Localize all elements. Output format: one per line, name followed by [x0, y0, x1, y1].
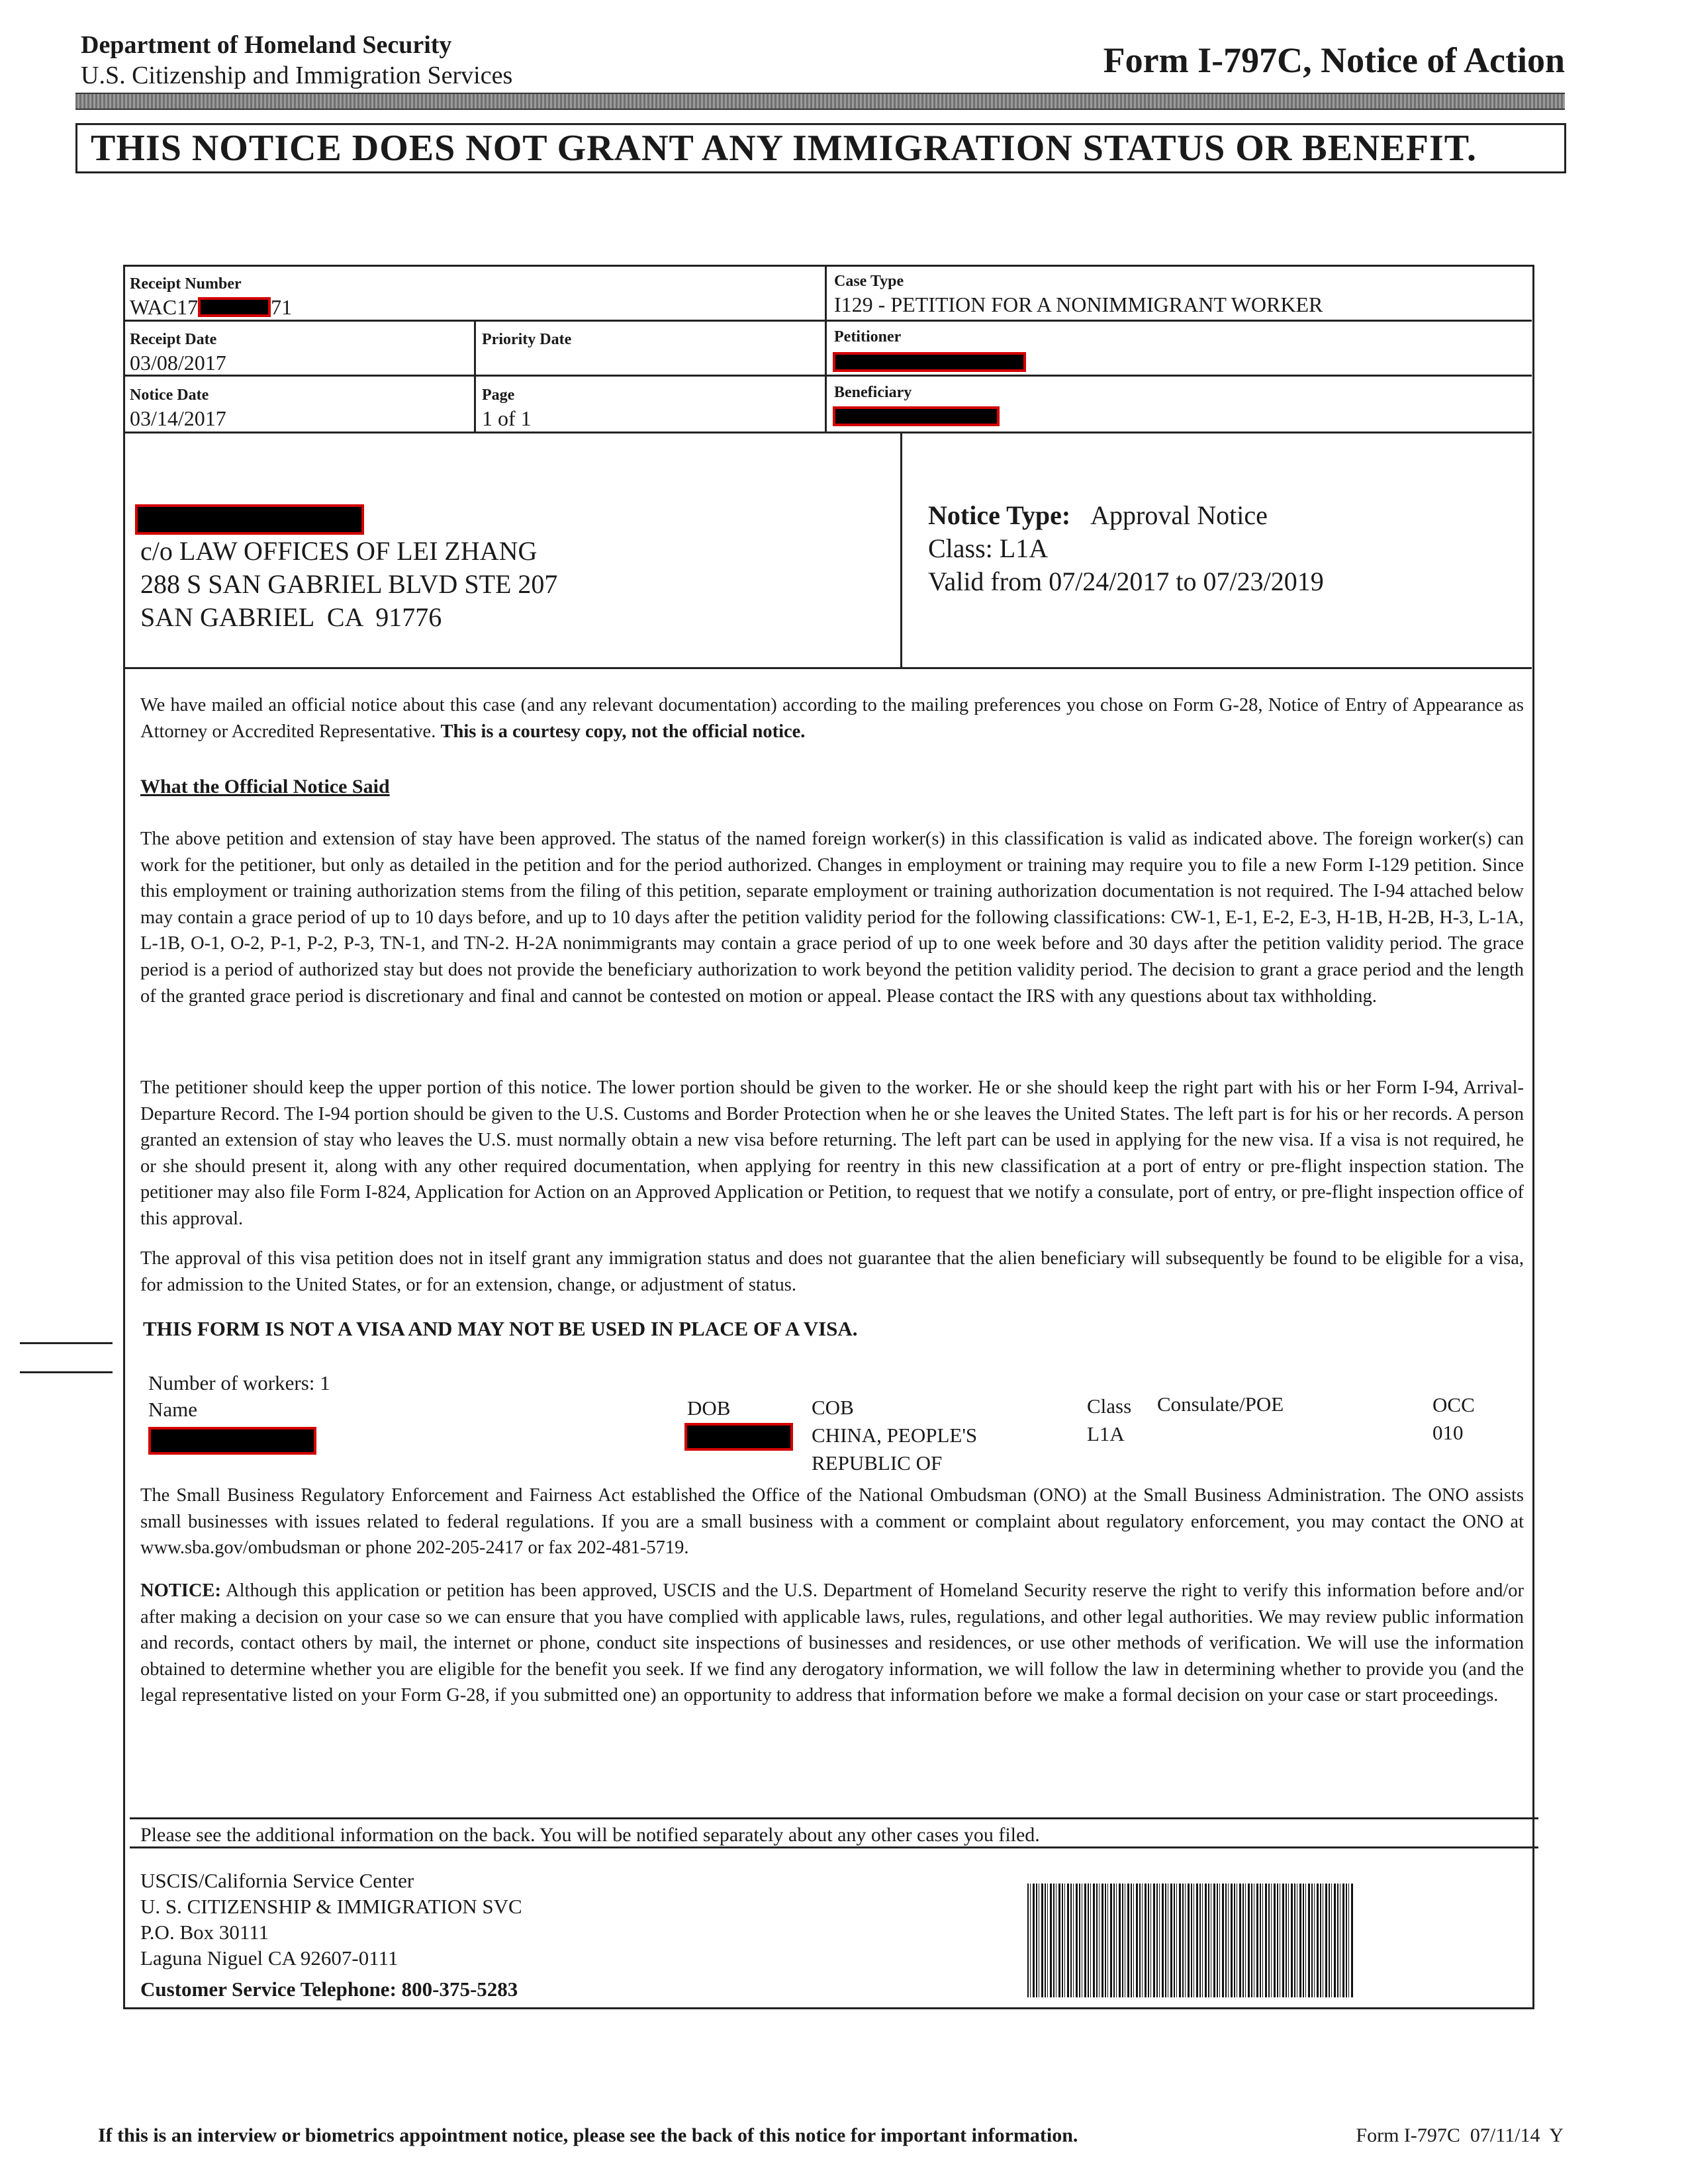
paragraph-disclaimer: The approval of this visa petition does not in itself grant any immigration status and does not guarantee that the alien beneficiary will subsequently be found to be eligible for a visa, for admission to the United States, or for an extension, change, or adjustment of status. — [140, 1248, 1524, 1295]
form-title: Form I-797C, Notice of Action — [1103, 40, 1565, 80]
worker-occ — [1432, 1391, 1475, 1447]
worker-cob — [812, 1394, 977, 1477]
divider — [825, 265, 827, 432]
worker-dob-label: DOB — [687, 1396, 731, 1420]
page-value: 1 of 1 — [482, 406, 532, 430]
divider — [474, 320, 476, 432]
agency-name: Department of Homeland Security — [81, 31, 452, 59]
worker-cob-value-2: REPUBLIC OF — [812, 1451, 943, 1475]
receipt-number-suffix: 71 — [271, 295, 293, 319]
worker-consulate-label: Consulate/POE — [1157, 1392, 1284, 1416]
service-center-line-4: Laguna Niguel CA 92607-0111 — [140, 1946, 399, 1970]
intro-paragraph — [140, 692, 1524, 745]
priority-date-label: Priority Date — [482, 331, 572, 348]
address-line-2: 288 S SAN GABRIEL BLVD STE 207 — [140, 569, 558, 599]
worker-class-label: Class — [1087, 1394, 1132, 1418]
paragraph-sbrefa: The Small Business Regulatory Enforcement and Fairness Act established the Office of the National Ombudsman (ONO) at the Small Business Administration. The ONO assists small businesses with issues related to federal regulations. If you are a small business with a comment or complaint about regulatory enforcement, you may contact the ONO at www.sba.gov/ombudsman or phone 202-205-2417 or fax 202-481-5719. — [140, 1485, 1524, 1559]
page-label: Page — [482, 387, 515, 404]
notice-validity: Valid from 07/24/2017 to 07/23/2019 — [928, 567, 1324, 596]
header-rule — [75, 93, 1565, 110]
notice-class: Class: L1A — [928, 533, 1049, 563]
notice-type-label: Notice Type: — [928, 500, 1071, 530]
petitioner-label: Petitioner — [834, 328, 902, 345]
worker-name-label: Name — [148, 1398, 198, 1421]
worker-class-value: L1A — [1087, 1422, 1125, 1445]
case-type-label: Case Type — [834, 273, 904, 290]
receipt-number-label: Receipt Number — [130, 275, 242, 293]
redaction-bar — [833, 406, 1000, 426]
redaction-bar — [684, 1423, 793, 1451]
fold-mark — [20, 1342, 113, 1344]
divider — [123, 667, 1532, 669]
worker-cob-label: COB — [812, 1396, 854, 1419]
worker-count: Number of workers: 1 — [148, 1371, 330, 1394]
worker-class — [1087, 1392, 1131, 1448]
receipt-date-label: Receipt Date — [130, 331, 217, 348]
beneficiary-label: Beneficiary — [834, 384, 912, 401]
service-center-line-3: P.O. Box 30111 — [140, 1921, 269, 1944]
worker-cob-value-1: CHINA, PEOPLE'S — [812, 1424, 978, 1447]
visa-warning: THIS FORM IS NOT A VISA AND MAY NOT BE USED IN PLACE OF A VISA. — [143, 1317, 858, 1340]
worker-occ-value: 010 — [1432, 1421, 1464, 1444]
agency-subname: U.S. Citizenship and Immigration Services — [81, 62, 513, 89]
divider — [123, 320, 1532, 322]
address-line-1: c/o LAW OFFICES OF LEI ZHANG — [140, 536, 538, 566]
redaction-bar — [833, 352, 1026, 372]
divider — [130, 1817, 1538, 1819]
redaction-bar — [148, 1427, 316, 1455]
receipt-number — [130, 295, 292, 320]
notice-label: NOTICE: — [140, 1580, 221, 1601]
service-center-line-1: USCIS/California Service Center — [140, 1869, 414, 1892]
intro-text: We have mailed an official notice about this case (and any relevant documentation) according to the mailing preferences you chose on Form G-28, Notice of Entry of Appearance as Attorney or Accredited Representative. — [140, 695, 1524, 742]
paragraph-approval: The above petition and extension of stay have been approved. The status of the named foreign worker(s) in this classification is valid as indicated above. The foreign worker(s) can work for the petitioner, but only as detailed in the petition and for the period authorized. Changes in employment or training may require you to file a new Form I-129 petition. Since this employment or training authorization stems from the filing of this petition, separate employment or training authorization documentation is not required. The I-94 attached below may contain a grace period of up to 10 days before, and up to 10 days after the petition validity period for the following classifications: CW-1, E-1, E-2, E-3, H-1B, H-2B, H-3, L-1A, L-1B, O-1, O-2, P-1, P-2, P-3, TN-1, and TN-2. H-2A nonimmigrants may contain a grace period of up to one week before and 30 days after the petition validity period. The grace period is a period of authorized stay but does not provide the beneficiary authorization to work beyond the petition validity period. The decision to grant a grace period and the length of the granted grace period is discretionary and final and cannot be contested on motion or appeal. Please contact the IRS with any questions about tax withholding. — [140, 829, 1524, 1007]
bottom-note: If this is an interview or biometrics appointment notice, please see the back of this notice for important information. — [98, 2124, 1078, 2146]
service-center-line-2: U. S. CITIZENSHIP & IMMIGRATION SVC — [140, 1895, 522, 1918]
service-center-address — [140, 1868, 522, 2002]
receipt-date-value: 03/08/2017 — [130, 351, 226, 375]
notice-type-block — [928, 499, 1324, 598]
intro-bold-text: This is a courtesy copy, not the official notice. — [440, 721, 806, 742]
redaction-bar — [135, 504, 364, 535]
paragraph-notice — [140, 1578, 1524, 1709]
notice-type-value: Approval Notice — [1090, 500, 1268, 530]
divider — [900, 432, 902, 667]
additional-info-line: Please see the additional information on the back. You will be notified separately about any other cases you filed. — [140, 1824, 1040, 1846]
section-heading: What the Official Notice Said — [140, 776, 390, 797]
redaction-bar — [198, 297, 271, 317]
notice-date-label: Notice Date — [130, 387, 209, 404]
customer-service-phone: Customer Service Telephone: 800-375-5283 — [140, 1978, 518, 2001]
notice-date-value: 03/14/2017 — [130, 406, 226, 430]
notice-text: Although this application or petition has been approved, USCIS and the U.S. Department of Homeland Security reserve the right to verify this information before and/or after making a decision on your case so we can ensure that you have complied with applicable laws, rules, regulations, and other legal authorities. We may review public information and records, contact others by mail, the internet or phone, conduct site inspections of businesses and residences, or use other methods of verification. We will use the information obtained to determine whether you are eligible for the benefit you seek. If we find any derogatory information, we will follow the law in determining whether to provide you (and the legal representative listed on your Form G-28, if you submitted one) an opportunity to address that information before we make a formal decision on your case or start proceedings. — [140, 1580, 1524, 1706]
case-type-value: I129 - PETITION FOR A NONIMMIGRANT WORKER — [834, 293, 1323, 316]
divider — [123, 432, 1532, 433]
mailing-address — [140, 535, 557, 634]
form-id: Form I-797C 07/11/14 Y — [1356, 2124, 1564, 2146]
barcode — [1027, 1884, 1354, 1997]
status-banner: THIS NOTICE DOES NOT GRANT ANY IMMIGRATION STATUS OR BENEFIT. — [75, 123, 1566, 173]
divider — [130, 1846, 1538, 1848]
paragraph-instructions: The petitioner should keep the upper portion of this notice. The lower portion should be given to the worker. He or she should keep the right part with his or her Form I-94, Arrival-Departure Record. The I-94 portion should be given to the U.S. Customs and Border Protection when he or she leaves the United States. The left part is for his or her records. A person granted an extension of stay who leaves the U.S. must normally obtain a new visa before returning. The left part can be used in applying for the new visa. If a visa is not required, he or she should present it, along with any other required documentation, when applying for reentry in this new classification at a port of entry or pre-flight inspection station. The petitioner may also file Form I-824, Application for Action on an Approved Application or Petition, to request that we notify a consulate, port of entry, or pre-flight inspection office of this approval. — [140, 1077, 1524, 1229]
worker-occ-label: OCC — [1432, 1393, 1475, 1416]
receipt-number-prefix: WAC17 — [130, 295, 199, 319]
divider — [123, 375, 1532, 377]
fold-mark — [20, 1371, 113, 1373]
address-line-3: SAN GABRIEL CA 91776 — [140, 602, 442, 632]
